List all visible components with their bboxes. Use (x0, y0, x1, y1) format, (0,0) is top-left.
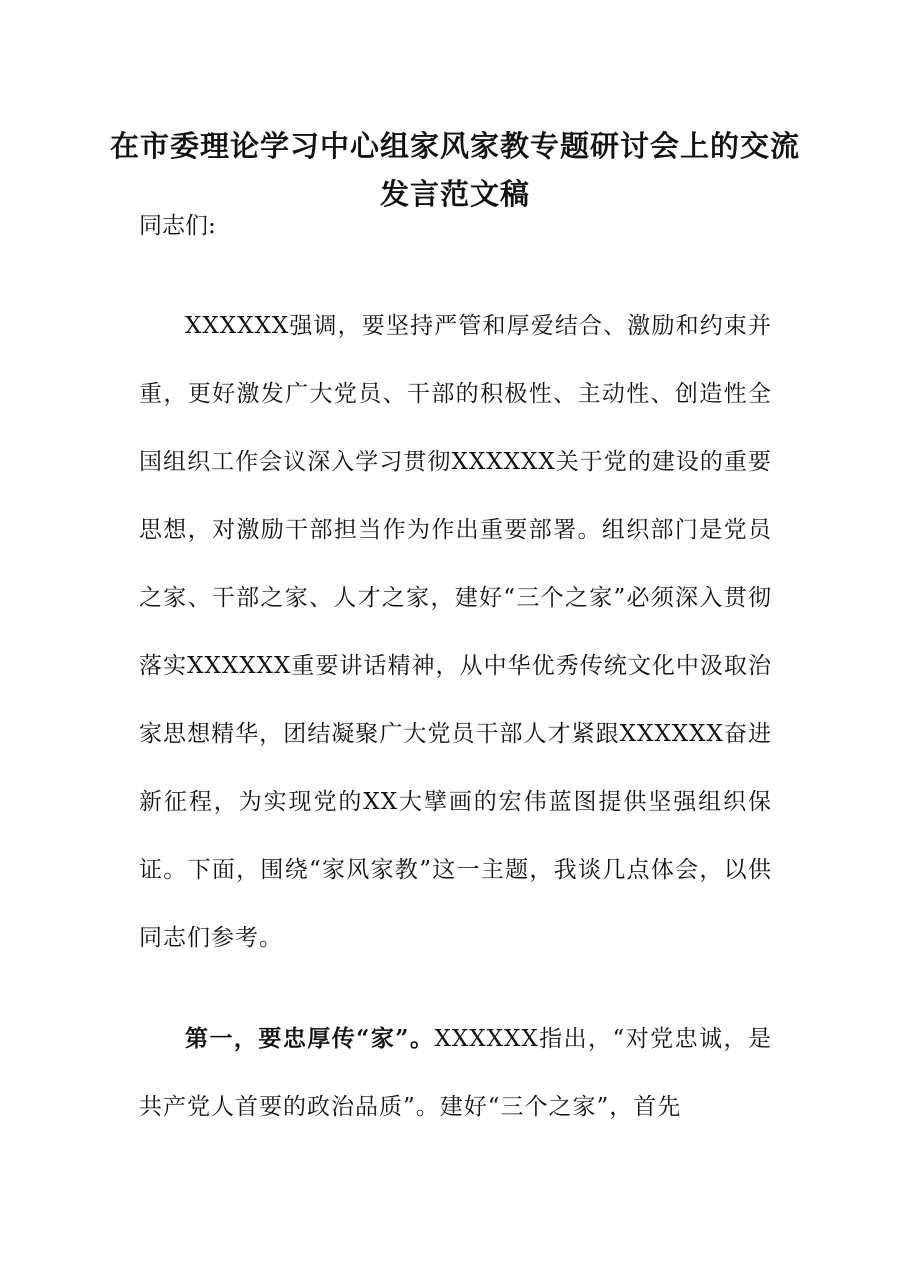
paragraph-first-point (139, 1005, 772, 1141)
paragraph-intro: XXXXXX强调，要坚持严管和厚爱结合、激励和约束并重，更好激发广大党员、干部的积极性、主动性、创造性全国组织工作会议深入学习贯彻XXXXXX关于党的建设的重要思想，对激励干部担当作为作出重要部署。组织部门是党员之家、干部之家、人才之家，建好“三个之家”必须深入贯彻落实XXXXXX重要讲话精神，从中华优秀传统文化中汲取治家思想精华，团结凝聚广大党员干部人才紧跟XXXXXX奋进新征程，为实现党的XX大擘画的宏伟蓝图提供坚强组织保证。下面，围绕“家风家教”这一主题，我谈几点体会，以供同志们参考。 (139, 313, 772, 951)
paragraph-body-text: XXXXXX指出，“对党忠诚，是共产党人首要的政治品质”。建好“三个之家”，首先 (139, 1026, 772, 1120)
paragraph-lead-heading: 第一，要忠厚传“家”。 (185, 1025, 435, 1052)
greeting: 同志们: (139, 213, 216, 239)
document-title: 在市委理论学习中心组家风家教专题研讨会上的交流发言范文稿 (110, 129, 801, 211)
